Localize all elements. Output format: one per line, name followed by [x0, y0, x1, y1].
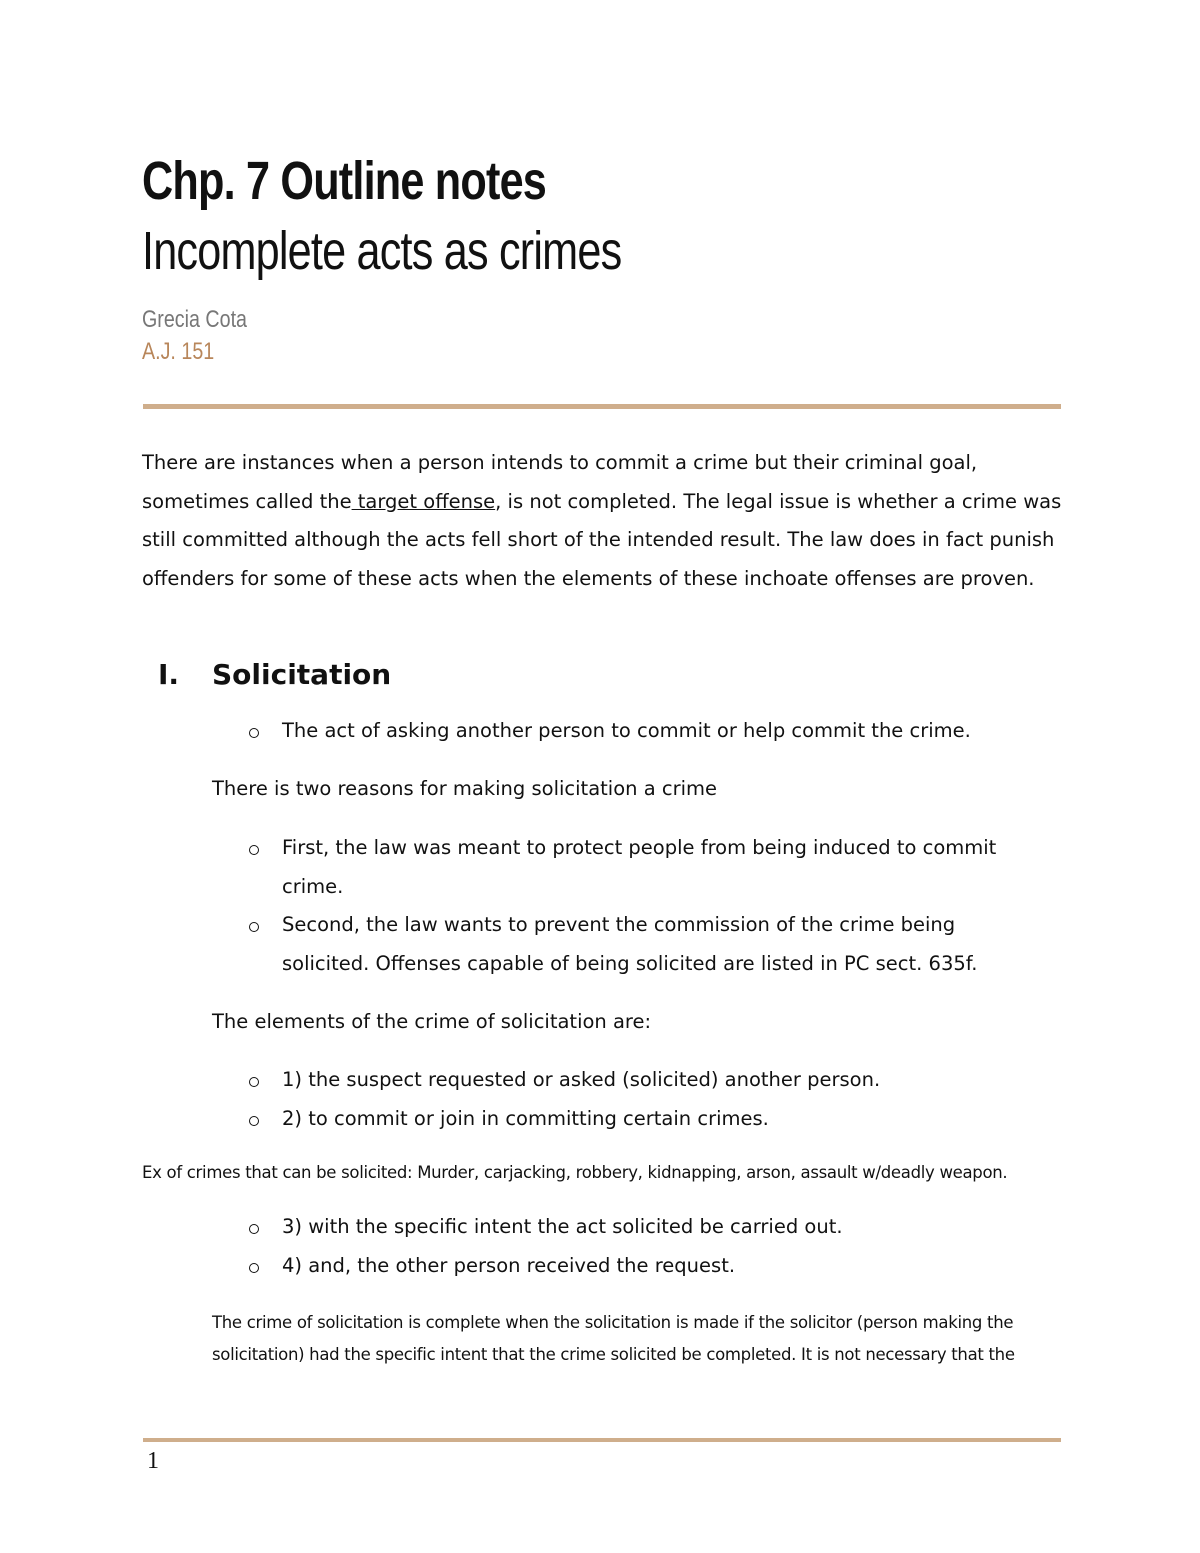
intro-text-start: There are instances when a person intends to commit a crime but their criminal goal, sometimes called the [142, 451, 978, 513]
document-subtitle: Incomplete acts as crimes [142, 221, 622, 281]
example-note: Ex of crimes that can be solicited: Murder, carjacking, robbery, kidnapping, arson, assault w/deadly weapon. [142, 1163, 1008, 1182]
section-title: Solicitation [212, 658, 392, 691]
list-item: 2) to commit or join in committing certain crimes. [246, 1100, 1046, 1139]
page-number: 1 [147, 1448, 159, 1474]
list-item: Second, the law wants to prevent the commission of the crime being solicited. Offenses capable of being solicited are listed in PC sect. 635f. [246, 906, 1046, 983]
closing-paragraph: The crime of solicitation is complete when the solicitation is made if the solicitor (person making the solicitation) had the specific intent that the crime solicited be completed. It is not necessary that the [212, 1313, 1015, 1364]
list-item: 1) the suspect requested or asked (solicited) another person. [246, 1061, 1046, 1100]
author-name: Grecia Cota [142, 306, 248, 333]
list-item: First, the law was meant to protect people from being induced to commit crime. [246, 829, 1046, 906]
list-item: 4) and, the other person received the request. [246, 1247, 1046, 1286]
list-item: The act of asking another person to commit or help commit the crime. [246, 712, 1046, 751]
reasons-intro: There is two reasons for making solicitation a crime [212, 777, 718, 800]
header-divider [143, 404, 1061, 409]
document-title: Chp. 7 Outline notes [142, 151, 547, 211]
section-number: I. [158, 658, 180, 691]
elements-list-b [246, 1208, 1046, 1285]
elements-intro: The elements of the crime of solicitation are: [212, 1010, 652, 1033]
elements-list-a [246, 1061, 1046, 1138]
course-code: A.J. 151 [142, 338, 215, 365]
target-offense-term: target offense [351, 489, 496, 513]
footer-divider [143, 1438, 1061, 1442]
intro-paragraph [142, 444, 1062, 598]
reasons-list [246, 829, 1046, 983]
section-heading [158, 658, 391, 691]
definition-list [246, 712, 1046, 751]
intro-text-end: , is not completed. The legal issue is whether a crime was still committed although the acts fell short of the intended result. The law does in fact punish offenders for some of these acts when the elements of these inchoate offenses are proven. [142, 489, 1062, 590]
list-item: 3) with the specific intent the act solicited be carried out. [246, 1208, 1046, 1247]
